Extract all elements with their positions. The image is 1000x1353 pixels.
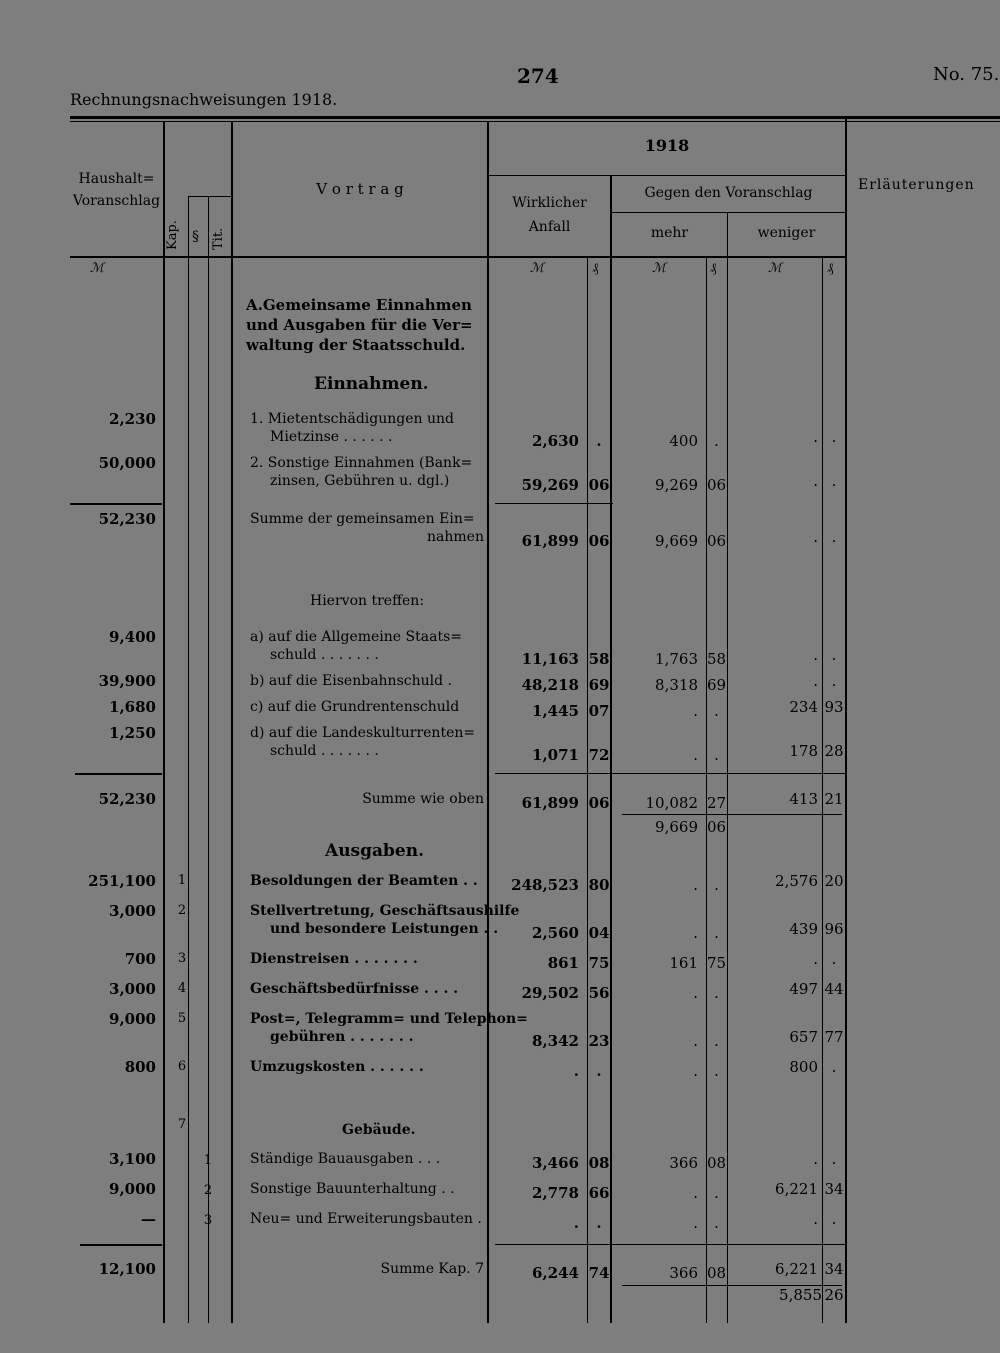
cell-more-pf: 06 — [706, 532, 727, 550]
cell-description: Stellvertretung, Geschäftsaushilfe — [250, 903, 520, 919]
cell-less-pf: 93 — [824, 698, 844, 716]
cell-less-pf: 34 — [824, 1180, 844, 1198]
cell-less-pf: 96 — [824, 920, 844, 938]
cell-budget: 9,400 — [109, 628, 156, 646]
cell-less: 657 — [789, 1028, 818, 1046]
cell-description-cont: gebühren . . . . . . . — [270, 1029, 414, 1045]
cell-more-pf: . — [714, 432, 719, 450]
cell-less-pf: 21 — [824, 790, 844, 808]
cell-budget: 50,000 — [98, 454, 156, 472]
cell-description: Geschäftsbedürfnisse . . . . — [250, 981, 459, 997]
cell-less: 800 — [789, 1058, 818, 1076]
cell-more: . — [693, 1184, 698, 1202]
cell-description: Umzugskosten . . . . . . — [250, 1059, 424, 1075]
cell-actual: 1,071 — [532, 746, 579, 764]
unit-mark: ℳ — [530, 261, 544, 276]
cell-more-pf: . — [714, 1062, 719, 1080]
cell-description: Neu= und Erweiterungsbauten . — [250, 1211, 482, 1227]
header-tit: Tit. — [211, 227, 226, 250]
cell-more-pf: . — [714, 702, 719, 720]
cell-actual-pf: 66 — [588, 1184, 610, 1202]
cell-more: . — [693, 1062, 698, 1080]
cell-less: . — [813, 1210, 818, 1228]
cell-actual-pf: 56 — [588, 984, 610, 1002]
cell-actual-pf: 06 — [588, 532, 610, 550]
cell-actual-pf: 23 — [588, 1032, 610, 1050]
cell-actual-pf: 06 — [588, 476, 610, 494]
section-title: waltung der Staatsschuld. — [246, 336, 466, 354]
cell-description: 1. Mietentschädigungen und — [250, 411, 454, 427]
cell-budget: 2,230 — [109, 410, 156, 428]
cell-description-cont: Mietzinse . . . . . . — [270, 429, 393, 445]
cell-kap: 4 — [177, 981, 187, 996]
cell-budget: 3,100 — [109, 1150, 156, 1168]
cell-more: . — [693, 1032, 698, 1050]
cell-kap: 2 — [177, 903, 187, 918]
cell-kap: 7 — [177, 1117, 187, 1132]
cell-description: Dienstreisen . . . . . . . — [250, 951, 418, 967]
cell-more-pf: . — [714, 984, 719, 1002]
cell-less-pf: . — [831, 672, 837, 690]
cell-more: . — [693, 746, 698, 764]
cell-actual: 861 — [547, 954, 579, 972]
heading-of-which: Hiervon treffen: — [310, 593, 425, 609]
document-number: No. 75. — [933, 64, 1000, 85]
cell-less: . — [813, 528, 818, 546]
cell-tit: 2 — [203, 1183, 213, 1198]
cell-more-pf: . — [714, 1032, 719, 1050]
cell-actual: 61,899 — [521, 532, 579, 550]
cell-description-cont: und besondere Leistungen . . — [270, 921, 499, 937]
cell-budget: 3,000 — [109, 980, 156, 998]
cell-budget: 1,250 — [109, 724, 156, 742]
cell-less-pf: 77 — [824, 1028, 844, 1046]
cell-more-pf: . — [714, 1214, 719, 1232]
cell-actual: 48,218 — [521, 676, 579, 694]
header-actual-2: Anfall — [528, 219, 571, 235]
cell-actual: 11,163 — [521, 650, 579, 668]
cell-description-cont: nahmen — [427, 529, 484, 545]
cell-actual: . — [573, 1062, 579, 1080]
cell-description: Post=, Telegramm= und Telephon= — [250, 1011, 528, 1027]
cell-less: 413 — [789, 790, 818, 808]
cell-more-pf: 27 — [706, 794, 727, 812]
cell-more: . — [693, 984, 698, 1002]
cell-actual: 1,445 — [532, 702, 579, 720]
section-title: und Ausgaben für die Ver= — [246, 316, 473, 334]
cell-more: 1,763 — [655, 650, 698, 668]
cell-more-pf: . — [714, 746, 719, 764]
header-kap: Kap. — [165, 220, 180, 250]
cell-description: Ständige Bauausgaben . . . — [250, 1151, 441, 1167]
cell-more-pf: 69 — [706, 676, 727, 694]
cell-less-pf: 44 — [824, 980, 844, 998]
cell-more-net: 9,669 — [655, 818, 698, 836]
unit-pf: ₰ — [827, 261, 834, 276]
cell-less-pf: 20 — [824, 872, 844, 890]
unit-pf: ₰ — [592, 261, 599, 276]
cell-less-pf: 34 — [824, 1260, 844, 1278]
cell-budget: 39,900 — [98, 672, 156, 690]
cell-less: . — [813, 1150, 818, 1168]
cell-actual-pf: 06 — [588, 794, 610, 812]
cell-more: . — [693, 924, 698, 942]
cell-more: . — [693, 1214, 698, 1232]
cell-more-pf: . — [714, 924, 719, 942]
cell-more: 400 — [669, 432, 698, 450]
cell-less: 497 — [789, 980, 818, 998]
cell-actual: 3,466 — [532, 1154, 579, 1172]
cell-budget: 1,680 — [109, 698, 156, 716]
cell-description: Besoldungen der Beamten . . — [250, 873, 478, 889]
cell-budget: 9,000 — [109, 1010, 156, 1028]
cell-actual: 61,899 — [521, 794, 579, 812]
cell-description: Summe der gemeinsamen Ein= — [250, 511, 475, 527]
cell-less-pf: . — [831, 428, 837, 446]
cell-description: Summe Kap. 7 — [380, 1261, 484, 1277]
cell-budget: 251,100 — [88, 872, 156, 890]
cell-actual: . — [573, 1214, 579, 1232]
cell-less-pf: 28 — [824, 742, 844, 760]
cell-budget: 3,000 — [109, 902, 156, 920]
cell-more-pf: 58 — [706, 650, 727, 668]
running-header: Rechnungsnachweisungen 1918. — [70, 90, 338, 109]
cell-more-pf: . — [714, 876, 719, 894]
header-actual-1: Wirklicher — [512, 195, 587, 211]
cell-actual: 29,502 — [521, 984, 579, 1002]
cell-less: 178 — [789, 742, 818, 760]
cell-less: . — [813, 472, 818, 490]
heading-expenses: Ausgaben. — [325, 841, 425, 861]
cell-kap: 5 — [177, 1011, 187, 1026]
cell-more: 161 — [669, 954, 698, 972]
cell-kap: 6 — [177, 1059, 187, 1074]
cell-actual-pf: 07 — [588, 702, 610, 720]
cell-more: 9,269 — [655, 476, 698, 494]
cell-actual-pf: 69 — [588, 676, 610, 694]
cell-less-pf: . — [831, 528, 837, 546]
cell-less-pf: . — [831, 1210, 837, 1228]
cell-more-pf: 08 — [706, 1154, 727, 1172]
header-more: mehr — [650, 225, 689, 241]
cell-actual: 2,778 — [532, 1184, 579, 1202]
cell-actual-pf: . — [596, 1062, 602, 1080]
header-less: weniger — [757, 225, 816, 241]
cell-budget: 52,230 — [98, 790, 156, 808]
cell-budget: — — [141, 1210, 156, 1228]
cell-tit: 1 — [203, 1153, 213, 1168]
cell-tit: 3 — [203, 1213, 213, 1228]
cell-less: 6,221 — [775, 1180, 818, 1198]
cell-budget: 700 — [124, 950, 156, 968]
cell-more: 366 — [669, 1154, 698, 1172]
cell-more: 10,082 — [645, 794, 698, 812]
cell-description-cont: schuld . . . . . . . — [270, 743, 379, 759]
cell-actual-pf: 58 — [588, 650, 610, 668]
cell-description-cont: zinsen, Gebühren u. dgl.) — [270, 473, 450, 489]
cell-actual-pf: 74 — [588, 1264, 610, 1282]
cell-budget: 9,000 — [109, 1180, 156, 1198]
header-notes: Erläuterungen — [858, 177, 975, 193]
cell-actual: 248,523 — [511, 876, 579, 894]
page-number: 274 — [517, 64, 559, 88]
header-budget-1: Haushalt= — [78, 171, 155, 187]
cell-budget: 800 — [124, 1058, 156, 1076]
heading-buildings: Gebäude. — [342, 1122, 416, 1138]
cell-kap: 3 — [177, 951, 187, 966]
cell-actual-pf: 72 — [588, 746, 610, 764]
cell-more-pf: . — [714, 1184, 719, 1202]
cell-more-pf: 75 — [706, 954, 727, 972]
cell-actual: 59,269 — [521, 476, 579, 494]
cell-budget: 52,230 — [98, 510, 156, 528]
cell-description: a) auf die Allgemeine Staats= — [250, 629, 462, 645]
cell-budget: 12,100 — [98, 1260, 156, 1278]
cell-description: 2. Sonstige Einnahmen (Bank= — [250, 455, 473, 471]
cell-less: 439 — [789, 920, 818, 938]
cell-actual-pf: 75 — [588, 954, 610, 972]
cell-less: 6,221 — [775, 1260, 818, 1278]
heading-income: Einnahmen. — [314, 374, 429, 394]
cell-more: . — [693, 876, 698, 894]
cell-actual-pf: 04 — [588, 924, 610, 942]
cell-description: d) auf die Landeskulturrenten= — [250, 725, 476, 741]
cell-less: 2,576 — [775, 872, 818, 890]
header-versus: Gegen den Voranschlag — [644, 185, 813, 201]
cell-description: b) auf die Eisenbahnschuld . — [250, 673, 452, 689]
cell-more: 8,318 — [655, 676, 698, 694]
cell-less: . — [813, 646, 818, 664]
unit-pf: ₰ — [710, 261, 717, 276]
header-budget-2: Voranschlag — [72, 193, 161, 209]
cell-less: . — [813, 950, 818, 968]
cell-less-net-pf: 26 — [824, 1286, 844, 1304]
unit-mark: ℳ — [90, 261, 104, 276]
cell-more: . — [693, 702, 698, 720]
header-paragraph: § — [192, 229, 199, 245]
cell-less-pf: . — [831, 646, 837, 664]
cell-less-net: 5,855 — [779, 1286, 822, 1304]
unit-mark: ℳ — [652, 261, 666, 276]
cell-more-pf: 06 — [706, 476, 727, 494]
cell-less-pf: . — [831, 950, 837, 968]
unit-mark: ℳ — [768, 261, 782, 276]
cell-description: Summe wie oben — [362, 791, 484, 807]
cell-actual: 2,560 — [532, 924, 579, 942]
cell-more-net-pf: 06 — [706, 818, 727, 836]
cell-description-cont: schuld . . . . . . . — [270, 647, 379, 663]
cell-actual-pf: . — [596, 432, 602, 450]
cell-actual: 6,244 — [532, 1264, 579, 1282]
cell-more-pf: 08 — [706, 1264, 727, 1282]
section-title: A.Gemeinsame Einnahmen — [246, 296, 472, 314]
cell-description: c) auf die Grundrentenschuld — [250, 699, 460, 715]
cell-less-pf: . — [831, 472, 837, 490]
cell-actual-pf: 08 — [588, 1154, 610, 1172]
cell-more: 366 — [669, 1264, 698, 1282]
header-vortrag: V o r t r a g — [316, 180, 404, 198]
cell-less: 234 — [789, 698, 818, 716]
cell-description: Sonstige Bauunterhaltung . . — [250, 1181, 455, 1197]
cell-actual-pf: . — [596, 1214, 602, 1232]
cell-actual-pf: 80 — [588, 876, 610, 894]
cell-less-pf: . — [831, 1058, 837, 1076]
cell-more: 9,669 — [655, 532, 698, 550]
cell-less: . — [813, 672, 818, 690]
cell-less: . — [813, 428, 818, 446]
cell-kap: 1 — [177, 873, 187, 888]
cell-less-pf: . — [831, 1150, 837, 1168]
cell-actual: 2,630 — [532, 432, 579, 450]
header-year: 1918 — [644, 136, 690, 155]
cell-actual: 8,342 — [532, 1032, 579, 1050]
